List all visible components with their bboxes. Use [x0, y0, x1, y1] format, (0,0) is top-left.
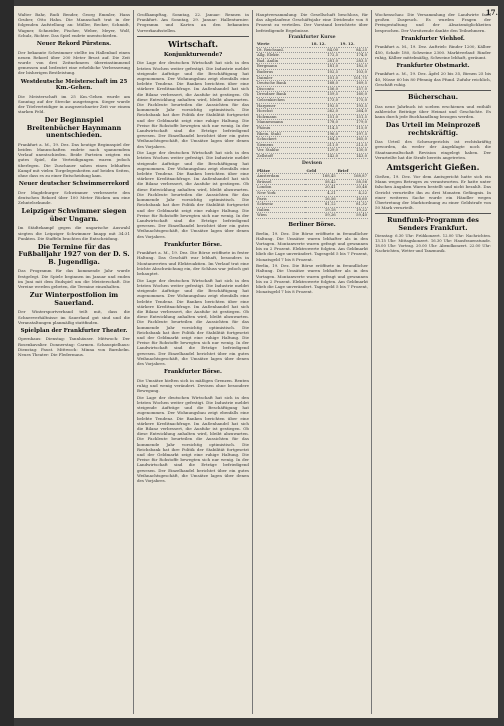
column-1	[18, 12, 130, 359]
table-cell: 212,5	[339, 142, 368, 148]
table-header: Plätze	[256, 169, 305, 174]
table-cell: 160,0	[339, 92, 368, 98]
table-title: Devisen	[301, 161, 323, 167]
table-cell: 143,0	[339, 153, 368, 159]
headline: Zur Winterpostfolion im Sauerland.	[29, 291, 119, 307]
table-cell: Schuckert	[256, 137, 310, 143]
table-cell: Rhein. Stahl	[256, 131, 310, 137]
table-cell: 59,26	[305, 213, 336, 219]
table-cell: Italien	[256, 207, 305, 213]
table-cell: Gelsenkirchen	[256, 97, 310, 103]
table-cell: 157,0	[339, 86, 368, 92]
article-text: Der Wintersportverband teilt mit, dass die Schneeverhältnisse im Sauerland gut sind und die Veranstaltungen planmäßig stattfinden.	[18, 309, 130, 325]
table-cell: 58,42	[305, 179, 336, 185]
table-header: Werte	[256, 42, 310, 47]
article-text: Im Städtekampf gegen die ungarische Auswahl siegten die Leipziger Schwimmer knapp mit 34:31 Punkten. Die Staffeln brachten die Entscheidung.	[18, 225, 130, 241]
page-marker: 17.	[485, 8, 498, 17]
article-text: Die Lage der deutschen Wirtschaft hat sich in den letzten Wochen weiter gefestigt. Die Industrie meldet steigende Aufträge und die Beschäftigung hat zugenommen. Der Wohnungsbau zeigt ebenfalls eine belebte Tendenz. Die Banken berichten über eine stärkere Kreditnachfrage. Im Außenhandel hat sich die Bilanz verbessert, die Ausfuhr ist gestiegen. Ob diese Entwicklung anhalten wird, bleibt abzuwarten. Die Fachleute beurteilen die Aussichten für das kommende Jahr vorsichtig optimistisch. Die Reichsbank hat ihre Politik der Stabilität fortgesetzt und der Geldmarkt zeigt eine ruhige Haltung. Die Preise für Rohstoffe bewegten sich nur wenig. In der Landwirtschaft sind die Erträge befriedigend gewesen. Der Einzelhandel berichtet über ein gutes Weihnachtsgeschäft, die Umsätze lagen über denen des Vorjahres.	[137, 277, 249, 366]
table-cell: 84,00	[310, 47, 339, 53]
table-cell: 114,5	[310, 125, 339, 131]
table-row	[256, 153, 368, 159]
table-cell: 173,0	[310, 97, 339, 103]
column-divider	[371, 10, 372, 714]
table-title: Frankfurter Kurse	[288, 34, 336, 40]
table-cell: Bergmann	[256, 64, 310, 70]
table-cell: 103,0	[339, 69, 368, 75]
col4-intro: Wochenschau: Die Versammlung der Landwirte fand großen Zuspruch. Es wurden Fragen der Preisgestaltung und der Absatzmöglichkeiten besprochen. Der Vorsitzende dankte den Teilnehmern.	[375, 12, 491, 33]
table-cell: Brüssel	[256, 179, 305, 185]
column-divider	[252, 10, 253, 714]
headline: Rundfunk-Programm des Senders Frankfurt.	[387, 216, 479, 232]
table-cell: 168,87	[337, 174, 368, 180]
table-cell: Disconto	[256, 86, 310, 92]
table-cell: 172,5	[310, 53, 339, 59]
table-cell: Harpener	[256, 103, 310, 109]
table-cell: 211,0	[310, 142, 339, 148]
table-cell: 20,46	[337, 185, 368, 191]
headline: Leipziger Schwimmer siegen über Ungarn.	[21, 207, 127, 223]
column-2	[137, 12, 249, 485]
table-cell: 181,0	[310, 64, 339, 70]
table-cell: Siemens	[256, 142, 310, 148]
currency-table	[256, 169, 368, 219]
article-text: Die Lage der deutschen Wirtschaft hat sich in den letzten Wochen weiter gefestigt. Die Industrie meldet steigende Aufträge und die Beschäftigung hat zugenommen. Der Wohnungsbau zeigt ebenfalls eine belebte Tendenz. Die Banken berichten über eine stärkere Kreditnachfrage. Im Außenhandel hat sich die Bilanz verbessert, die Ausfuhr ist gestiegen. Ob diese Entwicklung anhalten wird, bleibt abzuwarten. Die Fachleute beurteilen die Aussichten für das kommende Jahr vorsichtig optimistisch. Die Reichsbank hat ihre Politik der Stabilität fortgesetzt und der Geldmarkt zeigt eine ruhige Haltung. Die Preise für Rohstoffe bewegten sich nur wenig. In der Landwirtschaft sind die Erträge befriedigend gewesen. Der Einzelhandel berichtet über ein gutes Weihnachtsgeschäft, die Umsätze lagen über denen des Vorjahres.	[137, 60, 249, 149]
table-cell: Zellstoff	[256, 153, 310, 159]
newspaper-page	[14, 6, 498, 718]
headline: Frankfurter Börse.	[164, 369, 222, 376]
table-cell: 4,21	[305, 191, 336, 197]
col1-intro: Walter Bahr, Rudi Bender, Georg Emmler, Hans Gruber, Otto Hahn. Die Mannschaft trat in der folgenden Aufstellung an: Müller, Becker, Schmidt, Wagner, Schneider, Fischer, Weber, Meyer, Wolf, Schulz, Richter. Das Spiel endete unentschieden.	[18, 12, 130, 38]
table-cell: 16,60	[337, 196, 368, 202]
table-cell: London	[256, 185, 305, 191]
table-cell: 175,0	[339, 97, 368, 103]
table-cell: Daimler	[256, 75, 310, 81]
table-cell: 115,0	[339, 125, 368, 131]
table-cell: Amsterdam	[256, 174, 305, 180]
table-cell: 16,56	[305, 196, 336, 202]
col3-intro: Hauptversammlung: Die Gesellschaft beschloss, für das abgelaufene Geschäftsjahr eine Dividende von 8 Prozent zu verteilen. Der Vorstand berichtete über befriedigende Ergebnisse.	[256, 12, 368, 33]
section-heading: Wirtschaft.	[167, 38, 219, 49]
col2-intro: Großkampftag, Sonntag, 22. Januar: Rennen in Frankfurt. Am Sonntag, 29. Januar: Hallenturnier. Programm und Karten an den bekannten Vorverkaufsstellen.	[137, 12, 249, 33]
table-row	[256, 213, 368, 219]
headline: Neuer Rekord Pürstens.	[36, 41, 112, 48]
article-text: Frankfurt a. M., 19. Dez. Das heutige Beginnspiel der beiden Mannschaften endete nach spannendem Verlauf unentschieden. Beide Parteien zeigten ein gutes Spiel, die Verteidigungen waren jedoch überlegen. Die Zuschauer sahen einen lebhaften Kampf mit vielen Torgelegenheiten auf beiden Seiten, ohne dass es zu einer Entscheidung kam.	[18, 141, 130, 179]
article-text: Das neue Jahrbuch ist soeben erschienen und enthält zahlreiche Beiträge über Heimat und Geschichte. Es kann durch jede Buchhandlung bezogen werden.	[375, 103, 491, 119]
headline: Frankfurter Börse.	[164, 241, 222, 248]
table-cell: Schweiz	[256, 202, 305, 208]
article-text: Die Meisterschaft im 25 Km.-Gehen wurde am Sonntag auf der Strecke ausgetragen. Sieger wurde der Titelverteidiger in ausgezeichneter Zeit vor einem starken Feld.	[18, 93, 130, 115]
table-cell: Bad. Anilin	[256, 58, 310, 64]
table-cell: Deutsche Bank	[256, 81, 310, 87]
table-header: Brief	[337, 169, 368, 174]
article-text: Das Urteil des Schwurgerichts ist rechtskräftig geworden, da weder der Angeklagte noch die Staatsanwaltschaft Revision eingelegt haben. Der Verurteilte hat die Strafe bereits angetreten.	[375, 139, 491, 160]
table-cell: Dresdner Bank	[256, 92, 310, 98]
article-text: Das Programm für das kommende Jahr wurde festgelegt. Die Spiele beginnen im Januar und enden im Juni mit dem Endspiel um die Meisterschaft. Die Vereine werden gebeten, die Termine einzuhalten.	[18, 268, 130, 290]
article-text: Frankfurt a. M., 19. Dez. Auftrieb: Rinder 1200, Kälber 450, Schafe 180, Schweine 2300. Marktverlauf: Rinder ruhig, Kälber mittelmäßig, Schweine lebhaft, geräumt.	[375, 44, 491, 60]
table-cell: 164,0	[310, 137, 339, 143]
headline: Das Urteil im Meinprozeß rechtskräftig.	[385, 121, 481, 137]
table-cell: 178,0	[310, 120, 339, 126]
table-cell: 130,0	[339, 148, 368, 154]
table-cell: 262,0	[310, 109, 339, 115]
article-text: Gießen, 19. Dez. Vor dem Amtsgericht hatte sich ein Mann wegen Betruges zu verantworten. Er hatte unter falschen Angaben Waren bestellt und nicht bezahlt. Das Gericht verurteilte ihn zu drei Monaten Gefängnis. In einer weiteren Sache wurde ein Händler wegen Übertretung der Marktordnung zu einer Geldstrafe von 50 Mark verurteilt.	[375, 173, 491, 211]
divider	[137, 36, 249, 37]
table-cell: 179,0	[339, 120, 368, 126]
table-cell: Holzmann	[256, 114, 310, 120]
table-cell: 169,5	[339, 81, 368, 87]
table-cell: 197,5	[339, 131, 368, 137]
headline: Neuer deutscher Schwimmerrekord	[18, 181, 130, 188]
table-cell: 58,56	[337, 179, 368, 185]
article-text: Die Lage der deutschen Wirtschaft hat sich in den letzten Wochen weiter gefestigt. Die Industrie meldet steigende Aufträge und die Beschäftigung hat zugenommen. Der Wohnungsbau zeigt ebenfalls eine belebte Tendenz. Die Banken berichten über eine stärkere Kreditnachfrage. Im Außenhandel hat sich die Bilanz verbessert, die Ausfuhr ist gestiegen. Ob diese Entwicklung anhalten wird, bleibt abzuwarten. Die Fachleute beurteilen die Aussichten für das kommende Jahr vorsichtig optimistisch. Die Reichsbank hat ihre Politik der Stabilität fortgesetzt und der Geldmarkt zeigt eine ruhige Haltung. Die Preise für Rohstoffe bewegten sich nur wenig. In der Landwirtschaft sind die Erträge befriedigend gewesen. Der Einzelhandel berichtet über ein gutes Weihnachtsgeschäft, die Umsätze lagen über denen des Vorjahres.	[137, 394, 249, 484]
headline: Frankfurter Viehhof.	[401, 35, 465, 42]
table-cell: 192,0	[310, 103, 339, 109]
table-cell: 151,5	[339, 114, 368, 120]
table-cell: 196,0	[310, 131, 339, 137]
table-cell: 142,0	[310, 153, 339, 159]
table-cell: Allg. Elektr.	[256, 53, 310, 59]
column-4	[375, 12, 491, 255]
headline: Westdeutsche Meisterschaft im 25 Km.-Gehen.	[20, 78, 128, 92]
table-cell: 20,41	[305, 185, 336, 191]
headline: Frankfurter Obstmarkt.	[396, 62, 470, 69]
table-cell: 165,0	[339, 137, 368, 143]
table-cell: 129,0	[310, 148, 339, 154]
table-cell: 182,0	[339, 64, 368, 70]
table-cell: 84,25	[339, 47, 368, 53]
table-cell: 168,0	[310, 81, 339, 87]
table-cell: Wien	[256, 213, 305, 219]
table-cell: Ver. Stahlw.	[256, 148, 310, 154]
table-cell: Paris	[256, 196, 305, 202]
table-cell: 4,22	[337, 191, 368, 197]
table-cell: Hoechst	[256, 109, 310, 115]
table-cell: 281,0	[310, 58, 339, 64]
table-cell: 159,5	[310, 92, 339, 98]
table-cell: 19,22	[337, 207, 368, 213]
divider	[375, 90, 491, 91]
table-cell: Buderus	[256, 69, 310, 75]
article-text: Opernhaus: Dienstag: Tannhäuser. Mittwoch: Der Rosenkavalier. Donnerstag: Carmen. Schauspielhaus: Dienstag: Faust. Mittwoch: Minna von Barnhelm. Neues Theater: Die Fledermaus.	[18, 336, 130, 358]
headline: Der Beginnspiel Breitenbücher Haynmann unentschieden.	[26, 116, 122, 140]
table-cell: Phönix	[256, 125, 310, 131]
table-cell: 156,0	[310, 86, 339, 92]
table-cell: 81,12	[305, 202, 336, 208]
article-text: Frankfurt a. M., 19. Dez. Die Börse eröffnete in fester Haltung. Das Geschäft war lebhaft, besonders in Montanwerten und Elektroaktien. Im Verlauf trat eine leichte Abschwächung ein, der Schluss war jedoch gut behauptet.	[137, 250, 249, 277]
headline: Spielplan der Frankfurter Theater.	[20, 327, 128, 334]
headline: Die Termine für das Fußballjahr 1927 von der D. S. B. Jugendliga.	[18, 242, 130, 266]
table-cell: 283,5	[339, 58, 368, 64]
table-header: 19. 12.	[339, 42, 368, 47]
table-cell: Dt. Reichsanl.	[256, 47, 310, 53]
article-text: Dienstag: 6.30 Uhr: Frühkonzert. 12.00 Uhr: Nachrichten. 13.15 Uhr: Mittagskonzert. 16.30 Uhr: Hausfrauenstunde. 18.00 Uhr: Vortrag. 20.00 Uhr: Abendkonzert. 22.00 Uhr: Nachrichten, Wetter und Tanzmusik.	[375, 233, 491, 253]
headline: Amtsgericht Gießen.	[386, 161, 480, 172]
article-text: Berlin, 19. Dez. Die Börse eröffnete in freundlicher Haltung. Die Umsätze waren lebhafter als in den Vortagen. Montanwerte waren gefragt und gewannen bis zu 2 Prozent. Elektrowerte folgten. Am Geldmarkt blieb die Lage unverändert. Tagesgeld 5 bis 7 Prozent, Monatsgeld 7 bis 8 Prozent.	[256, 263, 368, 295]
article-text: Frankfurt a. M., 19. Dez. Äpfel 20 bis 35, Birnen 25 bis 40, Nüsse 60 bis 80 Pfennig das Pfund. Zufuhr reichlich, Geschäft ruhig.	[375, 71, 491, 87]
table-cell: 19,18	[305, 207, 336, 213]
article-text: Der bekannte Schwimmer stellte im Hallenbad einen neuen Rekord über 200 Meter Brust auf. Die Zeit wurde von drei Zeitnehmern übereinstimmend gemessen und bedeutet eine erhebliche Verbesserung der bisherigen Bestleistung.	[18, 49, 130, 76]
stock-table	[256, 42, 368, 159]
table-cell: 101,75	[339, 75, 368, 81]
article-text: Die Lage der deutschen Wirtschaft hat sich in den letzten Wochen weiter gefestigt. Die Industrie meldet steigende Aufträge und die Beschäftigung hat zugenommen. Der Wohnungsbau zeigt ebenfalls eine belebte Tendenz. Die Banken berichten über eine stärkere Kreditnachfrage. Im Außenhandel hat sich die Bilanz verbessert, die Ausfuhr ist gestiegen. Ob diese Entwicklung anhalten wird, bleibt abzuwarten. Die Fachleute beurteilen die Aussichten für das kommende Jahr vorsichtig optimistisch. Die Reichsbank hat ihre Politik der Stabilität fortgesetzt und der Geldmarkt zeigt eine ruhige Haltung. Die Preise für Rohstoffe bewegten sich nur wenig. In der Landwirtschaft sind die Erträge befriedigend gewesen. Der Einzelhandel berichtet über ein gutes Weihnachtsgeschäft, die Umsätze lagen über denen des Vorjahres.	[137, 150, 249, 239]
table-header: 18. 12.	[310, 42, 339, 47]
headline: Berliner Börse.	[288, 222, 336, 229]
table-cell: 264,0	[339, 109, 368, 115]
article-text: Die Umsätze hielten sich in mäßigen Grenzen. Renten ruhig und wenig verändert. Devisen ohne besondere Bewegung.	[137, 377, 249, 394]
table-cell: New York	[256, 191, 305, 197]
table-header: Geld	[305, 169, 336, 174]
article-text: Berlin, 19. Dez. Die Börse eröffnete in freundlicher Haltung. Die Umsätze waren lebhafter als in den Vortagen. Montanwerte waren gefragt und gewannen bis zu 2 Prozent. Elektrowerte folgten. Am Geldmarkt blieb die Lage unverändert. Tagesgeld 5 bis 7 Prozent, Monatsgeld 7 bis 8 Prozent.	[256, 230, 368, 262]
table-cell: 151,0	[310, 114, 339, 120]
table-cell: 174,0	[339, 53, 368, 59]
table-cell: 101,0	[310, 75, 339, 81]
headline: Bücherschau.	[407, 93, 458, 102]
table-cell: 102,5	[310, 69, 339, 75]
table-cell: 168,45	[305, 174, 336, 180]
table-cell: 193,5	[339, 103, 368, 109]
page-binding-edge	[0, 0, 14, 726]
section-subheading: Konjunkturwende?	[163, 51, 223, 58]
table-cell: Mannesmann	[256, 120, 310, 126]
column-divider	[133, 10, 134, 714]
table-cell: 81,32	[337, 202, 368, 208]
column-3	[256, 12, 368, 296]
divider	[375, 213, 491, 214]
table-cell: 59,40	[337, 213, 368, 219]
article-text: Der Magdeburger Schwimmer verbesserte den deutschen Rekord über 100 Meter Rücken um eine Zehntelsekunde.	[18, 189, 130, 206]
